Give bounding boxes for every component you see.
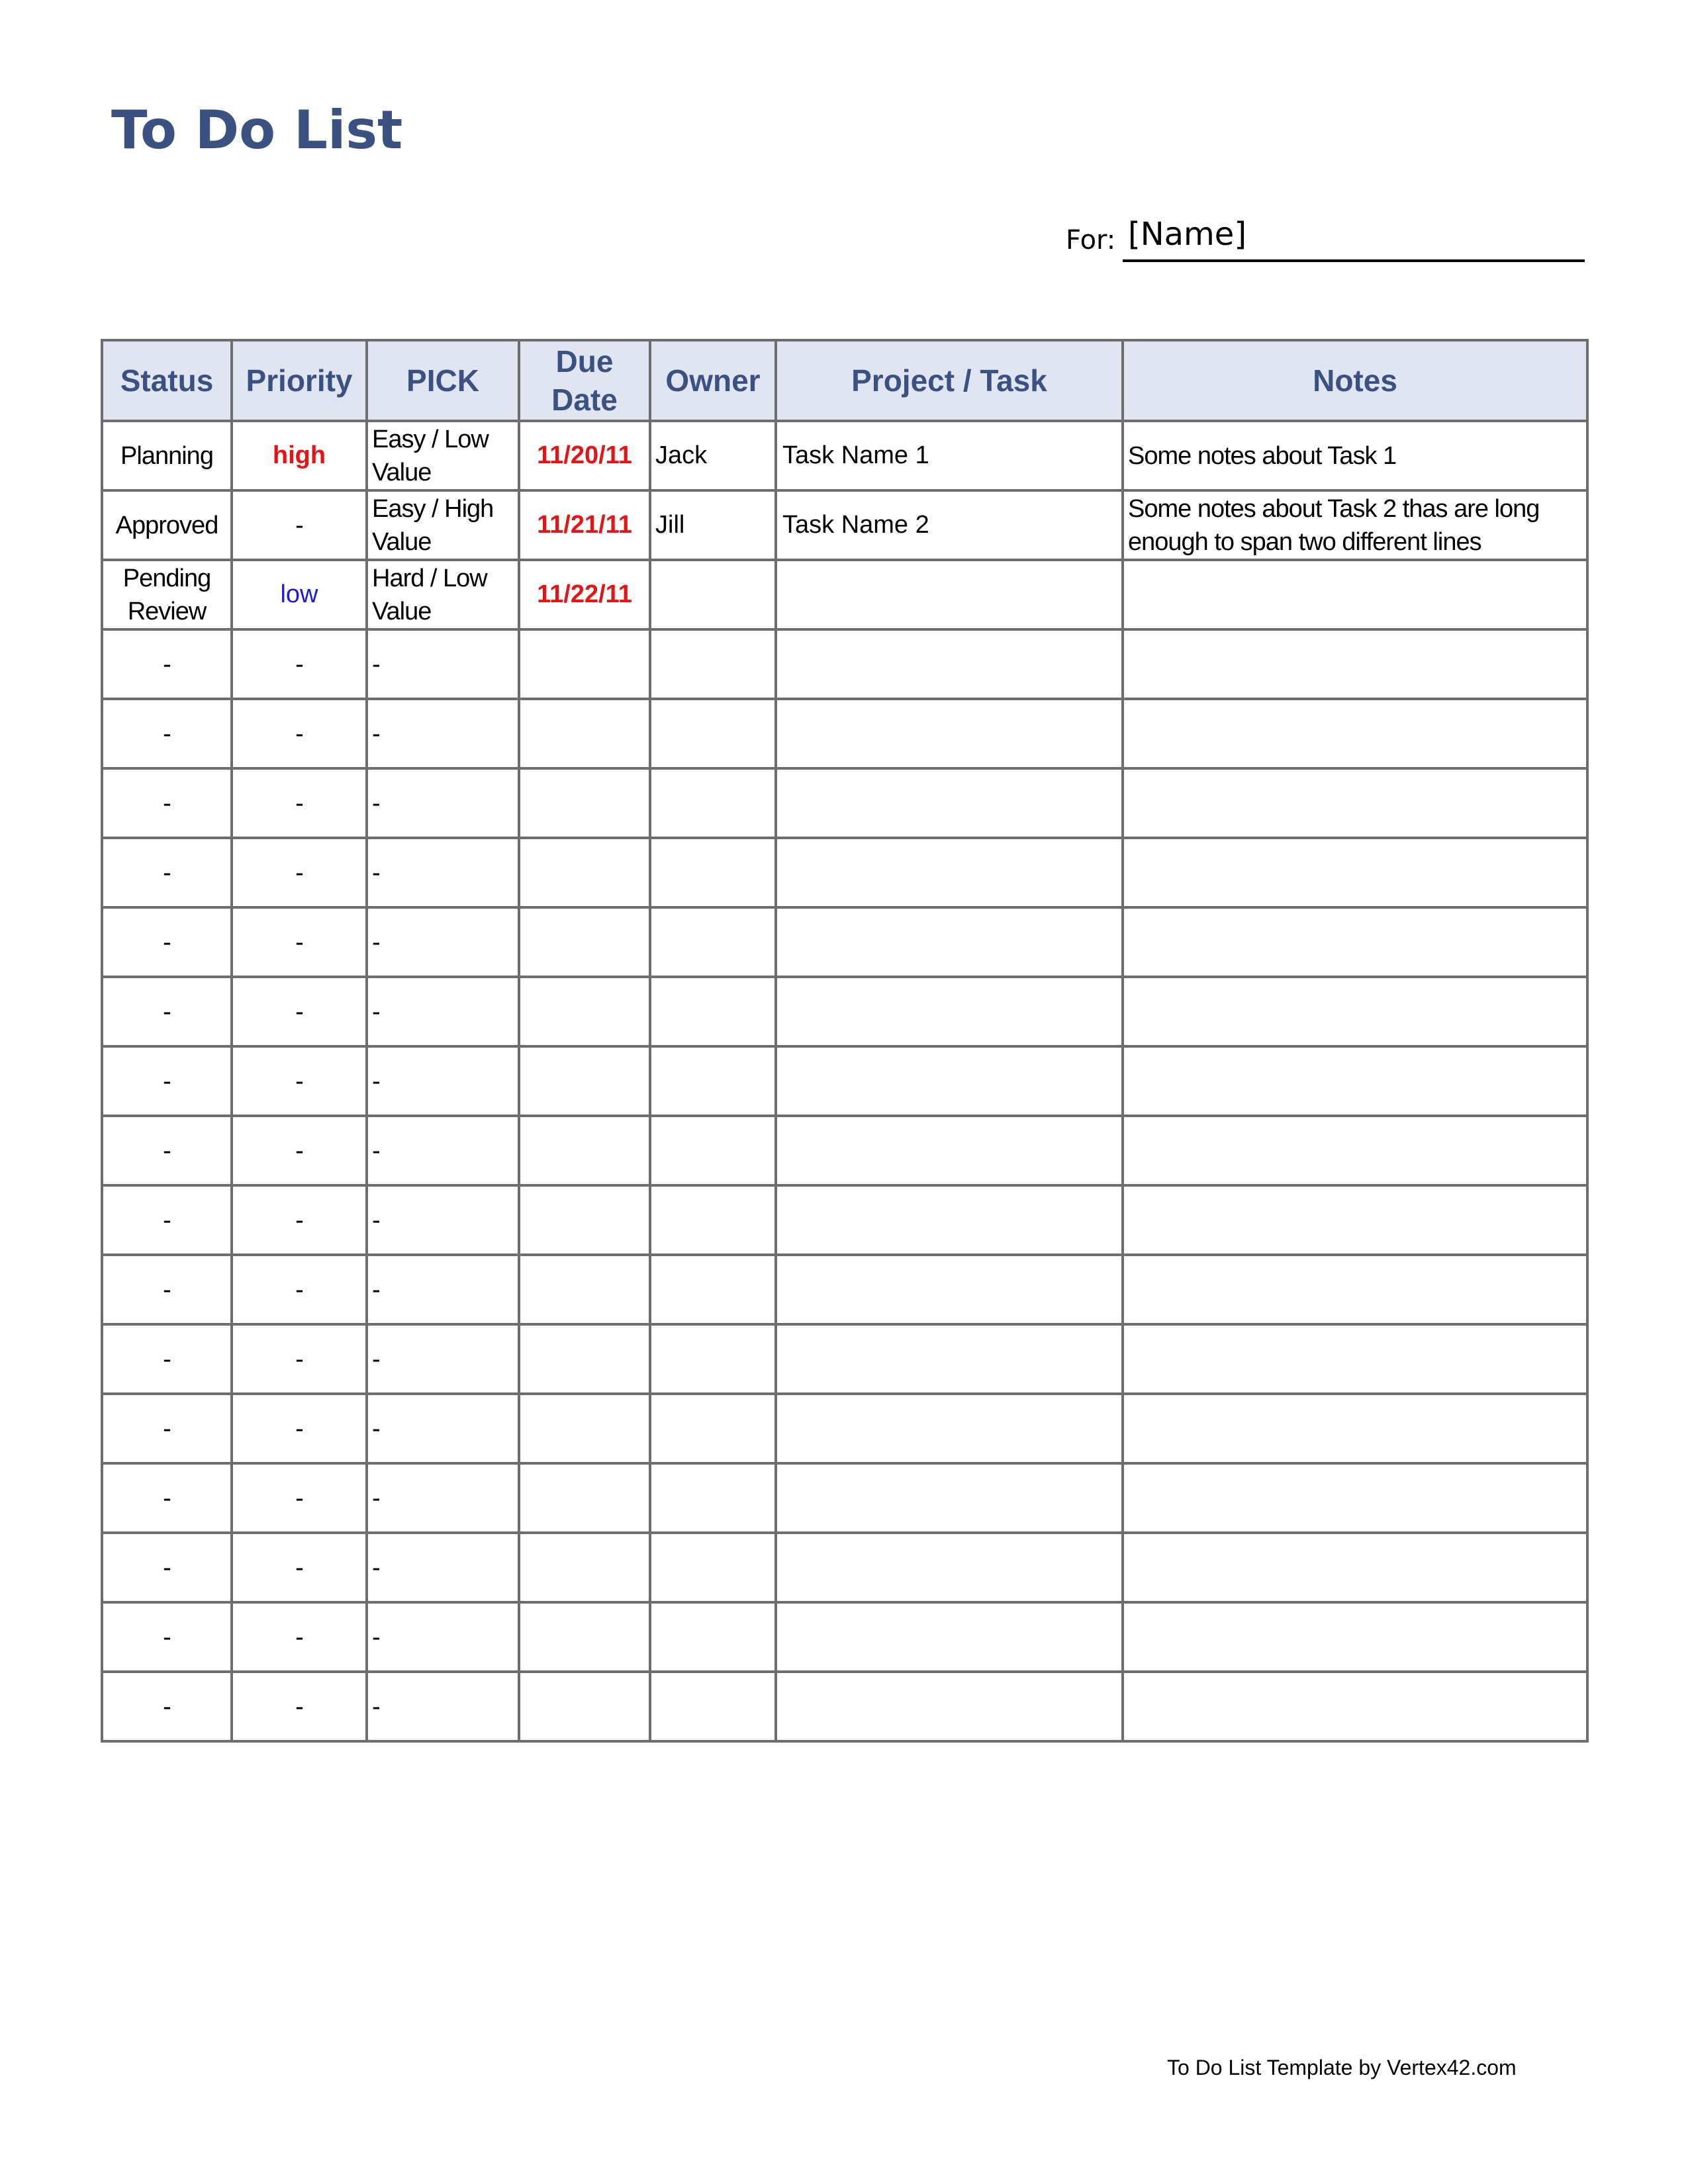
pick-cell[interactable]: -: [367, 977, 519, 1046]
notes-cell[interactable]: [1123, 1463, 1587, 1533]
pick-cell[interactable]: -: [367, 1394, 519, 1463]
page-title: To Do List: [111, 99, 403, 161]
owner-cell[interactable]: [650, 1324, 776, 1394]
table-row: [102, 1602, 1587, 1672]
status-cell[interactable]: -: [102, 1046, 232, 1116]
pick-cell[interactable]: -: [367, 1602, 519, 1672]
owner-cell[interactable]: [650, 1255, 776, 1324]
task-cell[interactable]: [776, 1046, 1123, 1116]
task-cell[interactable]: Task Name 1: [776, 421, 1123, 490]
table-row: [102, 907, 1587, 977]
due-date-cell[interactable]: [519, 699, 650, 768]
priority-cell[interactable]: -: [232, 1185, 367, 1255]
header-project-task: Project / Task: [776, 340, 1123, 421]
table-row: [102, 1463, 1587, 1533]
status-cell[interactable]: -: [102, 1394, 232, 1463]
table-row: [102, 1394, 1587, 1463]
task-cell[interactable]: [776, 629, 1123, 699]
notes-cell[interactable]: [1123, 699, 1587, 768]
priority-cell[interactable]: -: [232, 977, 367, 1046]
task-cell[interactable]: [776, 1394, 1123, 1463]
task-cell[interactable]: [776, 1672, 1123, 1741]
owner-cell[interactable]: [650, 699, 776, 768]
pick-cell[interactable]: -: [367, 1324, 519, 1394]
owner-cell[interactable]: [650, 838, 776, 907]
header-due-date: Due Date: [519, 340, 650, 421]
status-cell[interactable]: -: [102, 629, 232, 699]
task-cell[interactable]: [776, 768, 1123, 838]
task-cell[interactable]: [776, 1116, 1123, 1185]
owner-cell[interactable]: [650, 1046, 776, 1116]
task-cell[interactable]: [776, 838, 1123, 907]
table-row: [102, 490, 1587, 560]
pick-cell[interactable]: -: [367, 1533, 519, 1602]
table-row: [102, 560, 1587, 629]
owner-cell[interactable]: [650, 1463, 776, 1533]
header-notes: Notes: [1123, 340, 1587, 421]
status-cell[interactable]: -: [102, 1185, 232, 1255]
owner-cell[interactable]: [650, 1394, 776, 1463]
notes-cell[interactable]: [1123, 907, 1587, 977]
table-row: [102, 977, 1587, 1046]
due-date-cell[interactable]: 11/21/11: [519, 490, 650, 560]
due-date-cell[interactable]: [519, 1463, 650, 1533]
for-field: [1066, 210, 1585, 262]
notes-cell[interactable]: [1123, 1116, 1587, 1185]
due-date-cell[interactable]: [519, 1255, 650, 1324]
priority-cell[interactable]: high: [232, 421, 367, 490]
due-date-cell[interactable]: [519, 768, 650, 838]
pick-cell[interactable]: -: [367, 1185, 519, 1255]
priority-cell[interactable]: -: [232, 1533, 367, 1602]
status-cell[interactable]: -: [102, 1255, 232, 1324]
owner-cell[interactable]: [650, 1533, 776, 1602]
pick-cell[interactable]: -: [367, 1116, 519, 1185]
priority-cell[interactable]: low: [232, 560, 367, 629]
pick-cell[interactable]: Easy / Low Value: [367, 421, 519, 490]
status-cell[interactable]: -: [102, 1672, 232, 1741]
owner-cell[interactable]: [650, 629, 776, 699]
due-date-cell[interactable]: [519, 1324, 650, 1394]
for-label: For:: [1066, 225, 1116, 255]
due-date-cell[interactable]: [519, 1116, 650, 1185]
status-cell[interactable]: -: [102, 1533, 232, 1602]
pick-cell[interactable]: -: [367, 838, 519, 907]
due-date-cell[interactable]: [519, 1602, 650, 1672]
status-cell[interactable]: -: [102, 907, 232, 977]
task-cell[interactable]: [776, 1324, 1123, 1394]
task-cell[interactable]: [776, 1185, 1123, 1255]
pick-cell[interactable]: -: [367, 768, 519, 838]
priority-cell[interactable]: -: [232, 1046, 367, 1116]
priority-cell[interactable]: -: [232, 838, 367, 907]
owner-cell[interactable]: [650, 1672, 776, 1741]
due-date-cell[interactable]: [519, 1533, 650, 1602]
table-row: [102, 1046, 1587, 1116]
header-owner: Owner: [650, 340, 776, 421]
priority-cell[interactable]: -: [232, 1602, 367, 1672]
due-date-cell[interactable]: [519, 1672, 650, 1741]
priority-cell[interactable]: -: [232, 907, 367, 977]
table-row: [102, 699, 1587, 768]
notes-cell[interactable]: [1123, 1185, 1587, 1255]
todo-table: [101, 339, 1589, 1743]
task-cell[interactable]: Task Name 2: [776, 490, 1123, 560]
priority-cell[interactable]: -: [232, 1463, 367, 1533]
due-date-cell[interactable]: [519, 838, 650, 907]
status-cell[interactable]: -: [102, 1324, 232, 1394]
pick-cell[interactable]: -: [367, 1672, 519, 1741]
due-date-cell[interactable]: [519, 1046, 650, 1116]
priority-cell[interactable]: -: [232, 1255, 367, 1324]
task-cell[interactable]: [776, 977, 1123, 1046]
owner-cell[interactable]: [650, 560, 776, 629]
header-priority: Priority: [232, 340, 367, 421]
status-cell[interactable]: Approved: [102, 490, 232, 560]
owner-cell[interactable]: Jill: [650, 490, 776, 560]
notes-cell[interactable]: Some notes about Task 1: [1123, 421, 1587, 490]
owner-cell[interactable]: [650, 977, 776, 1046]
pick-cell[interactable]: -: [367, 1255, 519, 1324]
notes-cell[interactable]: [1123, 977, 1587, 1046]
task-cell[interactable]: [776, 560, 1123, 629]
notes-cell[interactable]: [1123, 1324, 1587, 1394]
priority-cell[interactable]: -: [232, 629, 367, 699]
task-cell[interactable]: [776, 907, 1123, 977]
table-row: [102, 1533, 1587, 1602]
pick-cell[interactable]: -: [367, 699, 519, 768]
table-row: [102, 1324, 1587, 1394]
status-cell[interactable]: Pending Review: [102, 560, 232, 629]
header-status: Status: [102, 340, 232, 421]
table-row: [102, 768, 1587, 838]
owner-cell[interactable]: Jack: [650, 421, 776, 490]
table-row: [102, 629, 1587, 699]
table-row: [102, 421, 1587, 490]
due-date-cell[interactable]: 11/20/11: [519, 421, 650, 490]
status-cell[interactable]: -: [102, 768, 232, 838]
notes-cell[interactable]: [1123, 768, 1587, 838]
priority-cell[interactable]: -: [232, 490, 367, 560]
pick-cell[interactable]: Hard / Low Value: [367, 560, 519, 629]
priority-cell[interactable]: -: [232, 1394, 367, 1463]
owner-cell[interactable]: [650, 1602, 776, 1672]
header-pick: PICK: [367, 340, 519, 421]
name-field[interactable]: [Name]: [1123, 214, 1585, 262]
priority-cell[interactable]: -: [232, 1116, 367, 1185]
notes-cell[interactable]: [1123, 1046, 1587, 1116]
due-date-cell[interactable]: [519, 907, 650, 977]
pick-cell[interactable]: Easy / High Value: [367, 490, 519, 560]
task-cell[interactable]: [776, 1255, 1123, 1324]
due-date-cell[interactable]: [519, 977, 650, 1046]
pick-cell[interactable]: -: [367, 629, 519, 699]
notes-cell[interactable]: [1123, 560, 1587, 629]
task-cell[interactable]: [776, 1533, 1123, 1602]
task-cell[interactable]: [776, 1463, 1123, 1533]
table-row: [102, 1255, 1587, 1324]
task-cell[interactable]: [776, 699, 1123, 768]
status-cell[interactable]: Planning: [102, 421, 232, 490]
status-cell[interactable]: -: [102, 977, 232, 1046]
priority-cell[interactable]: -: [232, 699, 367, 768]
table-row: [102, 1116, 1587, 1185]
pick-cell[interactable]: -: [367, 907, 519, 977]
notes-cell[interactable]: [1123, 1394, 1587, 1463]
pick-cell[interactable]: -: [367, 1463, 519, 1533]
priority-cell[interactable]: -: [232, 1672, 367, 1741]
notes-cell[interactable]: [1123, 1602, 1587, 1672]
task-cell[interactable]: [776, 1602, 1123, 1672]
table-row: [102, 1672, 1587, 1741]
priority-cell[interactable]: -: [232, 1324, 367, 1394]
due-date-cell[interactable]: 11/22/11: [519, 560, 650, 629]
owner-cell[interactable]: [650, 768, 776, 838]
footer-credit: To Do List Template by Vertex42.com: [1167, 2056, 1517, 2079]
notes-cell[interactable]: [1123, 1533, 1587, 1602]
status-cell[interactable]: -: [102, 1602, 232, 1672]
status-cell[interactable]: -: [102, 838, 232, 907]
status-cell[interactable]: -: [102, 1463, 232, 1533]
notes-cell[interactable]: [1123, 838, 1587, 907]
notes-cell[interactable]: [1123, 1255, 1587, 1324]
pick-cell[interactable]: -: [367, 1046, 519, 1116]
notes-cell[interactable]: [1123, 629, 1587, 699]
due-date-cell[interactable]: [519, 629, 650, 699]
table-row: [102, 838, 1587, 907]
due-date-cell[interactable]: [519, 1394, 650, 1463]
owner-cell[interactable]: [650, 1116, 776, 1185]
status-cell[interactable]: -: [102, 1116, 232, 1185]
header-row: [102, 340, 1587, 421]
notes-cell[interactable]: Some notes about Task 2 thas are long enough to span two different lines: [1123, 490, 1587, 560]
owner-cell[interactable]: [650, 1185, 776, 1255]
table-row: [102, 1185, 1587, 1255]
owner-cell[interactable]: [650, 907, 776, 977]
due-date-cell[interactable]: [519, 1185, 650, 1255]
priority-cell[interactable]: -: [232, 768, 367, 838]
notes-cell[interactable]: [1123, 1672, 1587, 1741]
status-cell[interactable]: -: [102, 699, 232, 768]
